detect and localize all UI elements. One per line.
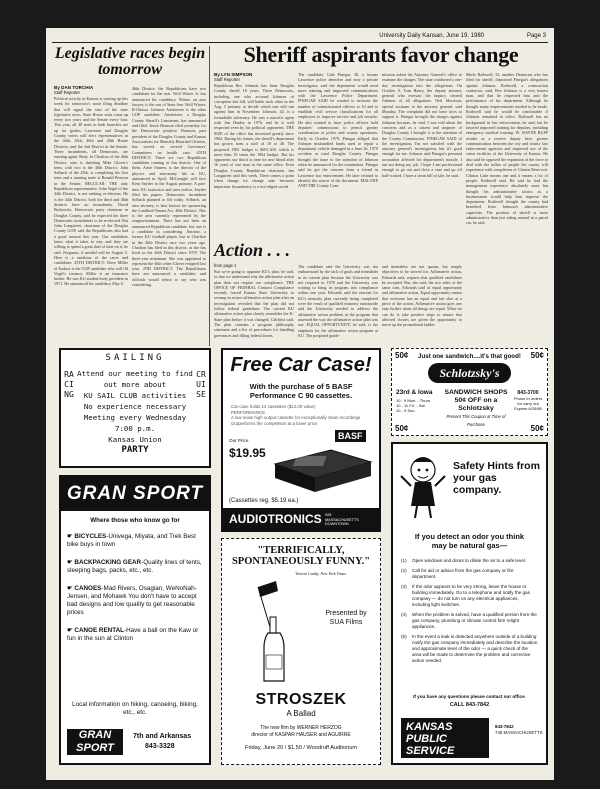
price-label: Our Price [229, 438, 249, 443]
sailing-line: KU SAIL CLUB activities [83, 391, 187, 400]
sheriff-headline: Sheriff aspirants favor change [243, 42, 519, 67]
car-case-options [231, 404, 375, 426]
cassette-regular-price: (Cassettes reg. $5.19 ea.) [229, 498, 299, 504]
film-critic: Vincent Canby, New York Times [295, 571, 346, 576]
gas-contact [495, 724, 543, 736]
film-review-quote: "TERRIFICALLY, SPONTANEOUSLY FUNNY." [231, 545, 371, 567]
column-divider [209, 46, 210, 346]
car-case-title: Free Car Case! [230, 354, 372, 376]
sandwich-address: 23rd & Iowa [396, 389, 433, 396]
sailing-club-ad [59, 348, 211, 468]
car-case-option-2: A low noise high output cassette for exceptionally clean recordings [231, 415, 361, 420]
sandwich-hours-3: 10 - 9 Sun. [396, 408, 416, 413]
gas-call: CALL 843-7842 [449, 702, 490, 708]
car-case-option-1: Car case holds 12 cassettes ($12.00 value) [231, 404, 316, 409]
car-case-offer [227, 382, 375, 400]
gas-step-number: (4) [401, 612, 407, 617]
cassette-case-illustration [271, 444, 375, 494]
sandwich-discount: 50¢ OFF on a Schlotzsky [454, 397, 498, 412]
sailing-line: No experience necessary [83, 402, 187, 411]
sailing-line: 7:00 p.m. [114, 424, 156, 433]
gran-sport-item: ☛ CANOES-Mad Rivers, Osagian, WeNoNah-Jensen, and Mohawk You don't have to accept bad designs and low quality to get reasonable prices [67, 585, 197, 616]
gas-safety-title: Safety Hints from your gas company. [453, 460, 540, 496]
film-presenter: Presented by SUA Films [325, 610, 367, 626]
sandwich-shops-title: SANDWICH SHOPS [444, 389, 508, 396]
gas-step-text: If the odor appears to be very strong, leave the house or building immediately. Go to a telephone and notify the gas company — do not turn on any electrical appliances, including light switches. [412, 584, 530, 607]
sailing-line: Kansas Union [108, 435, 162, 444]
gran-sport-item-title: CANOE RENTAL [74, 627, 124, 634]
liquor-bottle-with-flag-illustration [250, 577, 306, 685]
basf-logo: BASF [335, 430, 366, 442]
sheriff-column-1: Republican Rex Johnson has been Douglas County sheriff 16 years. Three Democrats, including one who accused Johnson of corruption last fall, will battle each other in the Aug. 5 primary to decide which one will run against him in November. Johnson, 42, is a formidable adversary. He was a narcotic agent with Jim Hanley in 1976, and he is well respected even by his political opponents. THE SIZE of the office has increased greatly since 1964. During his tenure, the sheriff's department has grown from a staff of 10 to 40. The proposed 1981 budget is $691,300, which is more than 19 times the 1964 budget. But his opponents say that it is time for new blood after 16 years of one man in the same office. Even Douglas County Republican chairman, Jim Longstreet said this week, There comes a point when change for change sake becomes important. Incumbency is a two-edged sword. [214, 83, 294, 189]
schlotzskys-coupon[interactable] [391, 348, 548, 436]
coupon-value-left: 50¢ [395, 351, 409, 360]
car-case-price: $19.95 [229, 446, 266, 460]
gas-mascot-illustration [397, 452, 449, 522]
coupon-value-bottom-right: 50¢ [530, 424, 544, 433]
coupon-value-right: 50¢ [530, 351, 544, 360]
gas-safety-ad [391, 442, 548, 765]
sheriff-column-4: Merle Rothwell, 33, another Democrat who has filed for sheriff, dismissed Pinegar's allegations against Johnson. Rothwell, a construction contractor, said, Rex Johnson is a very honest man, and that he respected him and the performance of his department. Although he thought many improvements needed to be made, Rothwell said he would be comfortable if Johnson remained in office. Rothwell has no background in law enforcement, he said, but he favored improved training for deputies, including emergency medical training. W. WAYNE RUFF resides as a reserve deputy here, greater communication between the city and county law enforcement agencies and improved use of the crime facilities of the University of Kansas. He also said he opposed the expansion of the force to deal with the influx of people the county will experience with completion of Clinton Reservoir. Clinton Lake means one and it means a lot of people, Rothwell said. He said he had the management experience absolutely none but thought his administrative tactics as a businessman would help him improve the department. Rothwell thought the county had benefited from Johnson's administrative capacities. The position of sheriff is more administrative than just riding around in a patrol car, he said. [466, 72, 548, 226]
gran-sport-item-title: BACKPACKING GEAR [74, 559, 142, 566]
action-headline: Action . . . [214, 240, 291, 260]
legislative-column-1: Political activity in Kansas is starting up this week for tomorrow's noon filing deadline that will signal the start of the state legislative races. State House seats come up every two years and the Senate every four. This year, all 40 seats in both branches are up for grades. Lawrence and Douglas County voters will elect representatives in the 44th, 45th, 46th and 48th House Districts, and the 2nd District in the Senate. Three incumbents, all Democrats, are running again: Betty Jo Charlton of the 46th District, who is finishing Mike Glover's term; with two is the 46th District; John Solbach of the 45th, is completing his first term and a running mate is Ronald Pearson in the Senate. REGULAR: THE only Republican representative, John Vogel of the 44th District, is not seeking re-election. He is the 44th District, both the third and 46th districts have no incumbents. David Berkowitz, Democratic party chairman in Douglas County, said he expected the three Democratic incumbents to be re-elected. But John Longstreet, chairman of the Douglas County GOP, said the Republicans also had a good turnout this year. Our candidates know what it takes to win, and they are willing to spend a great deal of time on it, he said. Ferguson, if needed will be August 5. Here is a rundown of the races and candidates: 45TH DISTRICT: Dave Miller of Eudora is the GOP candidate who will fill Vogel's vacancy. Miller is an insurance broker. He was KU student body president in 1971. He announced his candidacy May 6. [54, 96, 128, 287]
gran-sport-small-logo: GRAN SPORT [67, 729, 123, 755]
legislative-byline-role: Staff Reporter [54, 90, 80, 95]
film-credit-1: The new film by WERNER HERZOG [260, 725, 342, 731]
gas-step [401, 568, 538, 580]
gran-sport-item: ☛ CANOE RENTAL-Have a ball on the Kaw or fun in the sun at Clinton [67, 627, 199, 642]
sailing-line: out more about [103, 380, 167, 389]
gran-sport-item-text: -Univega, Miyata, and Trek Best bike buys in town [67, 533, 196, 548]
page-number: Page 3 [526, 33, 546, 39]
sheriff-column-3: mission asked the Attorney General's office to examine the charges. The state conducted a one-day investigation into the allegations. On October 9, Tom Hanry, the deputy attorney general who oversaw the inquiry, cleared Johnson of all allegations. Neil Morrison, special assistant to the attorney general, said Monday, The complaint did not have facts to support it. Pinegar brought the charges against Johnson because, he said, I was told about the concerns and as a citizen and taxpayer of Douglas County I brought it to the attention of the County Commission. PINEGAR SAID of the investigation, I'm not satisfied with the attorney general's investigation, but it's good enough for me. Johnson said Pinegar's personal accusation affected his department's morale. I am not doing my job. I hope I am professional enough to go out and close a case and go off half-cocked. I have a clean bill of sale, he said. [382, 72, 462, 178]
car-case-offer-line-2: Performance C 90 cassettes. [249, 391, 353, 400]
car-case-option-3: Outperforms the competition at a lower price [231, 420, 318, 426]
sandwich-offer [438, 389, 514, 429]
legislative-byline: By DAN TORCHIA [54, 85, 94, 90]
gas-address: 745 MASSACHUSETTS [495, 730, 543, 735]
sandwich-phone: 843-3700 [517, 390, 539, 396]
gran-sport-item-text: -Have a ball on the Kaw or fun in the sun at Clinton [67, 627, 199, 642]
film-showing-details: Friday, June 20 / $1.50 / Woodruff Auditorium [245, 745, 357, 751]
audiotronics-name: AUDIOTRONICS [229, 512, 322, 526]
sailing-cruise-label: CRUISE [196, 370, 206, 399]
schlotzskys-logo: Schlotzsky's [428, 363, 511, 383]
sailing-body [77, 368, 193, 456]
sandwich-hours-1: 10 - 9 Mon. - Thurs. [396, 398, 432, 403]
gas-step-number: (3) [401, 584, 407, 589]
gas-phone: 843-7842 [495, 724, 514, 729]
newspaper-page [46, 28, 554, 780]
action-from-page: from page 1 [214, 263, 237, 268]
kansas-public-service-logo: KANSAS PUBLIC SERVICE [401, 718, 489, 758]
sailing-racing-label: RACING [64, 370, 74, 399]
gran-sport-list [67, 533, 203, 653]
gas-step [401, 634, 538, 664]
sailing-line: PARTY [121, 445, 149, 455]
car-case-section: PERFORMANCE [231, 409, 266, 415]
gas-step-number: (1) [401, 558, 407, 563]
sailing-line: Meeting every Wednesday [83, 413, 187, 422]
sandwich-expires: Expires 6/26/80 [514, 406, 542, 411]
film-subtitle: A Ballad [286, 709, 316, 718]
car-case-offer-line-1: With the purchase of 5 BASF [249, 382, 353, 391]
coupon-value-bottom-left: 50¢ [395, 424, 409, 433]
sandwich-phone-note: Phone in orders for carry out [513, 396, 543, 406]
sandwich-hours [396, 398, 431, 413]
gran-sport-phone: 843-3328 [145, 743, 175, 750]
action-column-1: But we're going to appraise KU's plan, he said, so that we understand why the affirmative action plan does not require our compliance. THE OFFICE OF FEDERAL Contract Compliance recently forced Kansas State University to revamp its minor affirmative action plan after an investigation revealed that the plan did not follow federal guidelines. The current KU affirmative action plan closely resembles the K-State plan before it was changed, Gilchrist said. The plan contains a program philosophy statement and a list of procedures for handling grievances and filling federal forms. [214, 269, 294, 338]
sandwich-headline: Just one sandwich....it's that good! [418, 353, 521, 360]
film-credits [226, 725, 376, 738]
gran-sport-item: ☛ BACKPACKING GEAR-Quality lines of tents, sleeping bags, packs, etc., etc. [67, 559, 202, 574]
masthead [46, 32, 554, 42]
sailing-line: Attend our meeting to find [77, 369, 193, 378]
masthead-date: University Daily Kansan, June 19, 1980 [379, 33, 484, 39]
sandwich-hours-2: 10 - 11 Fri. - Sat. [396, 403, 426, 408]
gran-sport-logo: GRAN SPORT [61, 477, 209, 511]
film-credit-2: director of KASPAR HAUSER and AGUIRRE [251, 731, 351, 738]
sailing-title: SAILING [105, 353, 165, 363]
gas-questions: If you have any questions please contact our office. [413, 694, 526, 699]
gas-step [401, 584, 538, 608]
gas-step-number: (2) [401, 568, 407, 573]
legislative-headline: Legislative races begin tomorrow [54, 45, 206, 79]
gran-sport-item-title: CANOES [74, 585, 102, 592]
gas-step [401, 558, 538, 564]
stroszek-film-ad [221, 538, 381, 765]
audiotronics-address: 928 MASSACHUSETTS DOWNTOWN [325, 513, 359, 527]
gas-step [401, 612, 538, 630]
gas-step-text: In the event a leak is detected anywhere outside of a building notify the gas company immediately and describe the location and approximate level of the odor — a quick check of the area will be made to determine the problem and corrective action needed. [412, 634, 538, 663]
legislative-column-2: 46th District: the Republicans have two candidates for the seat. Woll Winter Jr. has announced his candidacy. Winter, an area lawyer, is the son of State Sen. Woll Winter, R-Ottawa. Johnson Armbrister is the other GOP candidate. Armbrister, a Douglas County Sheriff's Lieutenant, has announced and filed. Jessie Branson filed yesterday for the Democratic position. Branson, past president of the Douglas County and Kansas Associations for Mentally Retarded Citizens, has served on several Governors' Committees on health care. 45TH DISTRICT: There are two Republican candidates running in this district. One of them, Arnie Sinnen, is the director of the physics and astronomy lab at KU, announced in April. McGonigle will face Kent Snyder in the August primary. A part-time KU instructor and area realtor, Snyder filed his papers. Democratic incumbent Solbach planned to file today. Solbach, an area attorney, is best known for sponsoring the Landlord-Tenant Act. 46th District: This is the area currently represented by the reapportionment. There has not been an announced Republican candidate, but one is a candidate in considering. Antonio, a former KU football player, lost to Charlton in the 46th District race two years ago. Charlton has filed in this district, as she has lived in the 46th District since 1978. The three-year minimum. She was appointed to represent the 46th when Glover resigned last year. 2ND DISTRICT: The Republicans have not announced a candidate, and officials would refuse to say who was considering. [132, 86, 206, 287]
gas-step-text: Open windows and doors to dilute the air to a safe level. [412, 558, 527, 563]
gas-step-number: (5) [401, 634, 407, 639]
action-column-2: The candidate said the University was not embarrassed by the lack of goals and timetables in its current plan because the University was not required in 1978 and the University was waiting to bring its program into compliance within one year. Edwards said the reasons for KU's minority plan currently being completed were the result of qualified minority nationwide and the University needed to address the affirmative action problem in the program that assessed the way the affirmative action plan was run. EQUAL OPPORTUNITY, he said, is the emphasis for the affirmative action program at KU. The proposed guide- [298, 264, 378, 338]
gran-sport-address: 7th and Arkansas [133, 733, 192, 740]
gran-sport-item-text: -Quality lines of tents, sleeping bags, packs, etc., etc. [67, 559, 202, 574]
sandwich-conditions: Present This Coupon at Time of Purchase [446, 414, 506, 427]
gran-sport-footer: Local information on hiking, canoeing, biking, etc., etc. [72, 701, 198, 716]
action-column-3: and timetables are not quotas, but simply objectives to be strived for. Affirmative action, Edwards said, requires that qualified candidates be accepted. But, she said, the two sides of the same coin. Edwards said of equal opportunity and affirmative action, Equal opportunity means that everyone has an equal and fair shot at a piece of the action. Affirmative action goes one step further when all things are equal. What we can do is take positive steps to ensure that affected classes are given the opportunity to move up the promotional ladder. [382, 264, 462, 328]
gas-step-text: Call for aid or advice from the gas company or fire department. [412, 568, 514, 579]
gran-sport-item: ☛ BICYCLES-Univega, Miyata, and Trek Best bike buys in town [67, 533, 196, 548]
sandwich-phone-block [513, 391, 543, 411]
gran-sport-ad [59, 475, 211, 765]
sheriff-column-2: The candidate, Gale Pinegar, 38, a former Lawrence police detective and now a private investigator, said the department would need more training and improved communications with the Lawrence Police Department. PINEGAR SAID he wanted to increase the number of commissioned officers to 10 and to establish civil service classifications for all employees to improve service and job security. He also wanted to have police officers hold deputies' commissions to permit greater coordination of police and county operations. Early in October 1979, Pinegar alleged that Johnson mishandled funds used to repair a department vehicle damaged in a June 26, 1979 accident at rural Douglas County. Pinegar brought the issue to the attention of Johnson when he announced for the nomination. Pinegar said he got the concern from a friend in Lawrence law enforcement. He later refused to identify the source of the document. MALONE AND THE County Com- [298, 72, 378, 189]
gas-safety-steps [401, 558, 538, 668]
sheriff-byline: By LYN SIMPSON [214, 72, 253, 77]
gas-safety-lead: If you detect an odor you think may be natural gas— [414, 532, 525, 550]
free-car-case-ad [221, 348, 381, 532]
audiotronics-banner [223, 508, 379, 530]
gran-sport-item-title: BICYCLES [74, 533, 107, 540]
gran-sport-tagline: Where those who know go for [90, 517, 180, 524]
gas-step-text: When the problem is solved, have a qualified person from the gas company, plumbing or climate control firm relight appliances. [412, 612, 537, 629]
film-title: STROSZEK [255, 691, 347, 708]
gran-sport-item-text: -Mad Rivers, Osagian, WeNoNah-Jensen, and Mohawk You don't have to accept bad designs and low quality to get reasonable prices [67, 585, 197, 616]
sheriff-byline-role: Staff Reporter [214, 77, 240, 82]
